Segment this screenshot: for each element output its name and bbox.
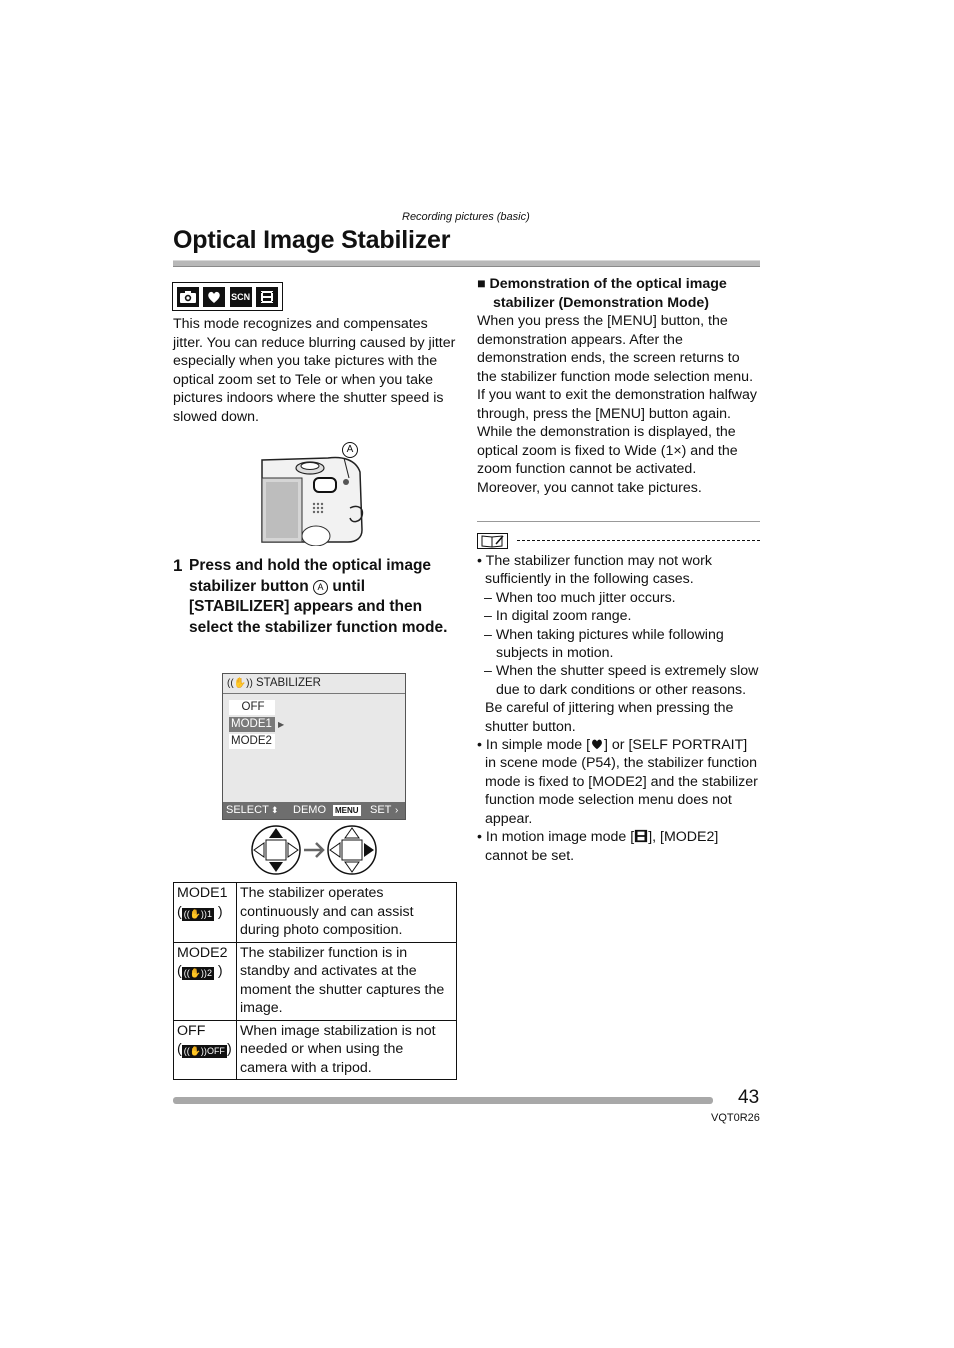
step-text-start: Press and hold the optical image stabilizer button xyxy=(189,557,432,595)
step-number: 1 xyxy=(173,556,183,575)
footer-set: SET xyxy=(370,804,392,816)
mode-cell: MODE2 ( ((✋))2 ) xyxy=(174,942,237,1020)
table-row xyxy=(174,883,457,943)
mode-description: The stabilizer function is in standby and activates at the moment the shutter captures the image. xyxy=(237,942,457,1020)
footer-select: SELECT xyxy=(226,804,269,816)
menu-header xyxy=(223,674,405,694)
mode-cell: MODE1 ( ((✋))1 ) xyxy=(174,883,237,943)
step-marker: A xyxy=(313,580,328,595)
stabilizer-menu-screen xyxy=(222,673,406,820)
menu-button-icon: MENU xyxy=(335,806,359,815)
intro-paragraph: This mode recognizes and compensates jitter. You can reduce blurring caused by jitter especially when you take pictures with the optical zoom set to Tele or when you take pictures indoors where the shutter speed is slowed down. xyxy=(173,316,456,425)
note-continuation: Be careful of jittering when pressing the shutter button. xyxy=(485,700,734,735)
updown-arrow-icon: ⬍ xyxy=(271,805,279,815)
note-item: • In motion image mode [ ], [MODE2] cannot be set. xyxy=(477,829,719,864)
right-chevron-icon: › xyxy=(395,805,399,816)
mode-name: MODE1 xyxy=(177,885,228,901)
demo-paragraph-2: While the demonstration is displayed, the optical zoom is fixed to Wide (1×) and the zoom function cannot be activated. Moreover, you cannot take pictures. xyxy=(477,424,738,496)
page-number: 43 xyxy=(738,1087,760,1108)
stabilizer-mode2-icon: ((✋))2 xyxy=(183,968,212,978)
motion-picture-icon xyxy=(634,829,648,843)
stabilizer-icon: ((✋)) xyxy=(227,678,253,689)
mode-description: When image stabilization is not needed or when using the camera with a tripod. xyxy=(237,1020,457,1080)
stabilizer-modes-table xyxy=(173,882,457,1080)
scene-mode-icon: SCN xyxy=(230,287,252,307)
document-code: VQT0R26 xyxy=(711,1112,760,1124)
menu-right-arrow-icon: ▶ xyxy=(278,720,285,729)
applicable-modes xyxy=(172,282,283,311)
callout-a: A xyxy=(342,442,358,458)
menu-title: STABILIZER xyxy=(255,677,321,689)
menu-item-off[interactable]: OFF xyxy=(229,700,275,715)
simple-mode-icon xyxy=(203,287,225,307)
note-item: • In simple mode [ ] or [SELF PORTRAIT] in scene mode (P54), the stabilizer function mode is fixed to [MODE2] and the stabilizer function mode selection menu does not appear. xyxy=(477,737,758,827)
demo-heading: ■ Demonstration of the optical image stabilizer (Demonstration Mode) xyxy=(477,276,727,311)
notes-list xyxy=(477,552,761,865)
camera-illustration xyxy=(258,438,368,546)
camera-icon xyxy=(177,287,199,307)
dpad-illustration xyxy=(250,824,378,876)
mode-description: The stabilizer operates continuously and can assist during photo composition. xyxy=(237,883,457,943)
note-subitem: – When taking pictures while following subjects in motion. xyxy=(484,626,724,662)
page-title: Optical Image Stabilizer xyxy=(173,226,451,254)
note-icon xyxy=(477,533,508,549)
menu-item-mode2[interactable]: MODE2 xyxy=(229,734,275,749)
footer-demo: DEMO xyxy=(293,804,326,816)
divider xyxy=(477,521,760,522)
table-row xyxy=(174,1020,457,1080)
title-rule xyxy=(173,260,760,267)
step-text-end: until [STABILIZER] appears and then select the stabilizer function mode. xyxy=(189,577,448,636)
demo-section xyxy=(477,275,761,497)
menu-item-mode1[interactable]: MODE1 xyxy=(229,717,275,732)
note-subitem: – When too much jitter occurs. xyxy=(484,589,676,606)
mode-name: MODE2 xyxy=(177,944,228,961)
mode-cell: OFF ( ((✋))OFF ) xyxy=(174,1020,237,1080)
motion-picture-icon xyxy=(256,287,278,307)
running-header: Recording pictures (basic) xyxy=(402,211,530,223)
step-text xyxy=(189,556,457,638)
note-dashed-rule xyxy=(517,540,760,541)
note-subitem: – In digital zoom range. xyxy=(484,608,632,625)
step-1 xyxy=(173,556,457,638)
menu-footer xyxy=(223,802,405,819)
note-item: • The stabilizer function may not work sufficiently in the following cases. xyxy=(477,553,712,588)
note-subitem: – When the shutter speed is extremely slow due to dark conditions or other reasons. xyxy=(484,663,759,698)
footer-rule xyxy=(173,1097,713,1104)
heart-icon xyxy=(590,738,604,750)
demo-paragraph-1: When you press the [MENU] button, the demonstration appears. After the demonstration ends, the screen returns to the stabilizer function mode selection menu. If you want to exit the demonstration halfway through, press the [MENU] button again. xyxy=(477,313,757,422)
stabilizer-off-icon: ((✋))OFF xyxy=(183,1046,225,1056)
table-row xyxy=(174,942,457,1020)
mode-name: OFF xyxy=(177,1022,206,1039)
square-bullet-icon: ■ xyxy=(477,276,490,292)
stabilizer-mode1-icon: ((✋))1 xyxy=(183,908,212,919)
